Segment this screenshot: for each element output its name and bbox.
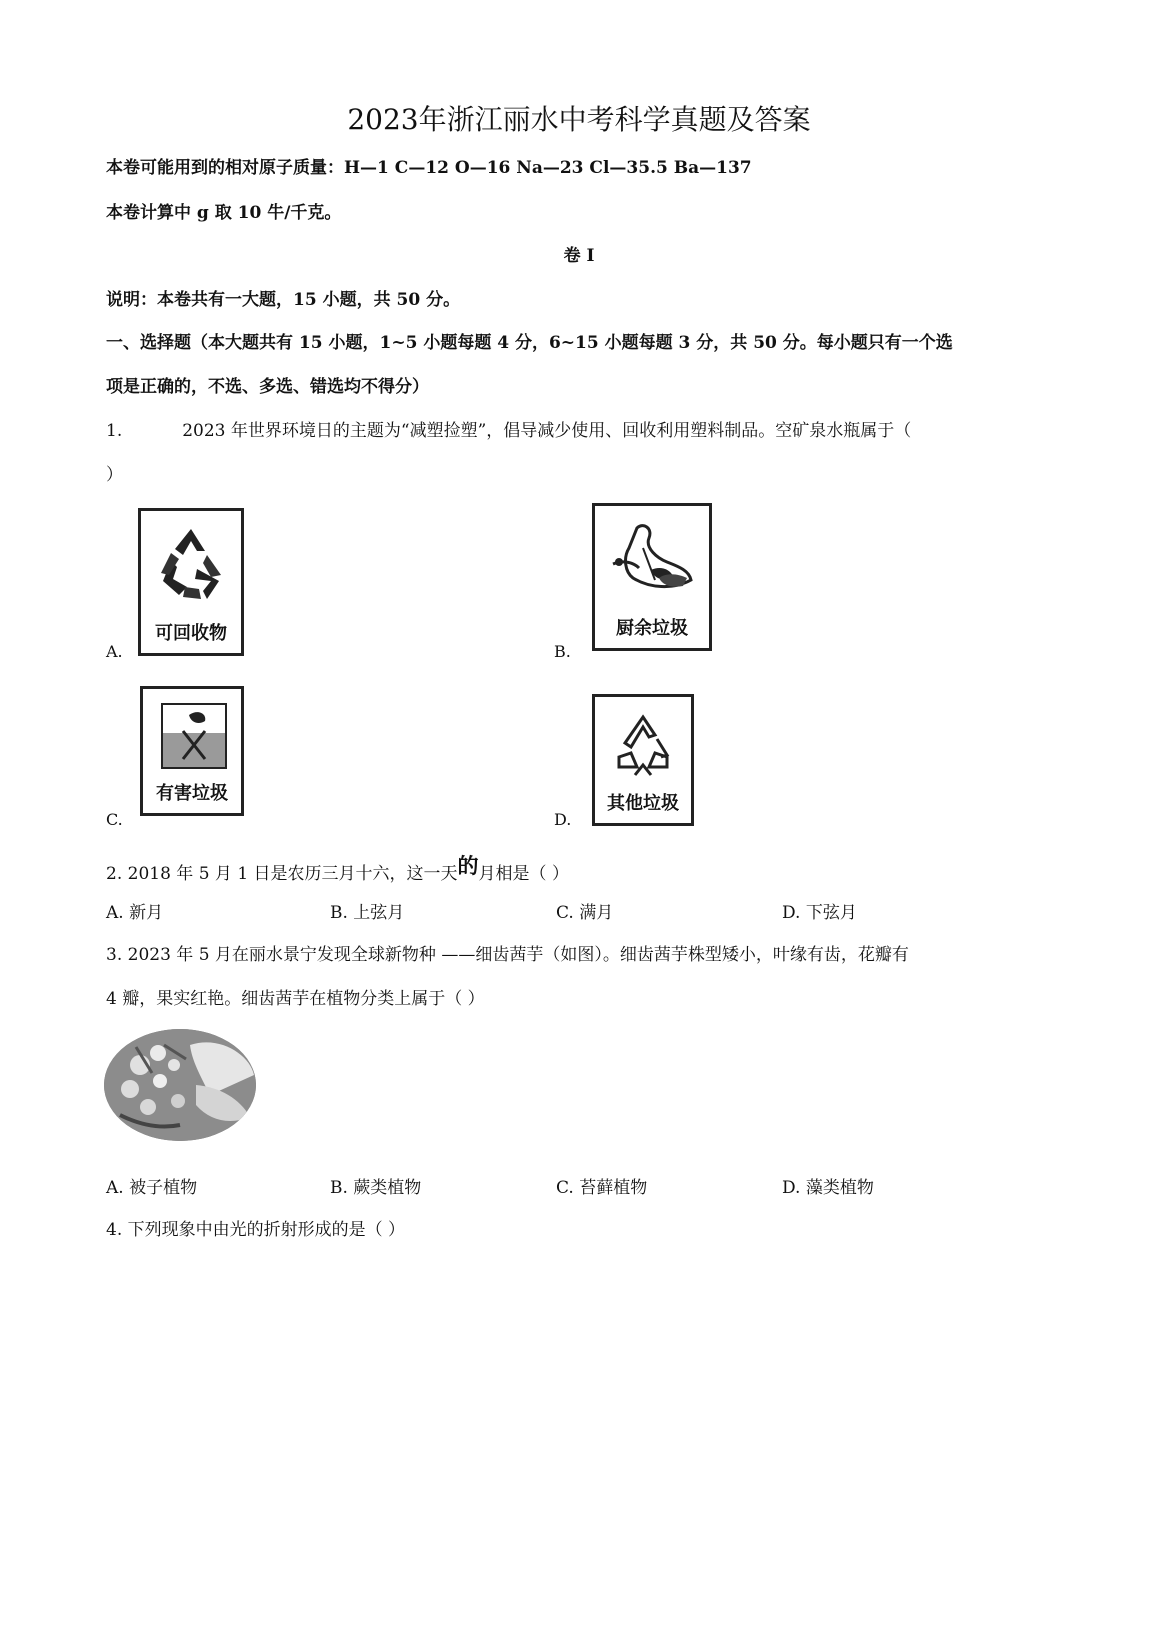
page-title: 2023年浙江丽水中考科学真题及答案 [347,103,811,136]
section-heading-line1: 一、选择题（本大题共有 15 小题，1~5 小题每题 4 分，6~15 小题每题 3 分，共 50 分。每小题只有一个选 [106,333,953,353]
question-2-text-before: 2. 2018 年 5 月 1 日是农历三月十六，这一天 [106,864,458,884]
q1-option-c-label: 有害垃圾 [156,783,228,804]
recycle-icon [153,525,229,605]
volume-heading: 卷 I [563,246,595,266]
q1-option-d-label: 其他垃圾 [607,793,679,814]
question-2-text-after: 月相是（ ） [478,864,569,884]
q2-option-a: A. 新月 [106,903,164,923]
q1-option-b-label: 厨余垃圾 [616,618,688,639]
food-waste-icon [603,518,701,602]
q2-option-d: D. 下弦月 [782,903,857,923]
question-4: 4. 下列现象中由光的折射形成的是（ ） [106,1220,406,1240]
q3-option-c: C. 苔藓植物 [556,1178,648,1198]
question-1-text: 2023 年世界环境日的主题为“减塑捡塑”，倡导减少使用、回收利用塑料制品。空矿泉水瓶属于（ [182,421,912,441]
question-1-close: ） [106,465,123,485]
hazardous-icon [161,703,227,769]
q1-option-b-letter: B. [554,642,571,661]
g-note: 本卷计算中 g 取 10 牛/千克。 [106,203,342,223]
q1-option-b-image [592,503,712,651]
other-waste-icon [611,713,675,779]
q3-option-a: A. 被子植物 [106,1178,198,1198]
question-3-line1: 3. 2023 年 5 月在丽水景宁发现全球新物种 ——细齿茜芋（如图）。细齿茜芋株型矮小，叶缘有齿，花瓣有 [106,945,909,965]
q2-option-c: C. 满月 [556,903,614,923]
instructions: 说明：本卷共有一大题，15 小题，共 50 分。 [106,290,461,310]
q2-option-b: B. 上弦月 [330,903,405,923]
q1-option-c-letter: C. [106,810,123,829]
question-1 [106,416,911,441]
q3-option-b: B. 蕨类植物 [330,1178,422,1198]
q1-option-a-label: 可回收物 [155,623,227,644]
section-heading-line2: 项是正确的，不选、多选、错选均不得分） [106,377,429,397]
question-1-number: 1. [106,421,123,441]
q1-option-c-image [140,686,244,816]
question-2-big-char: 的 [457,853,479,878]
question-2 [106,853,569,886]
q1-option-d-letter: D. [554,810,572,829]
q1-option-a-letter: A. [106,642,123,661]
question-3-line2: 4 瓣，果实红艳。细齿茜芋在植物分类上属于（ ） [106,989,485,1009]
plant-photo [100,1025,258,1145]
q3-option-d: D. 藻类植物 [782,1178,874,1198]
q1-option-a-image [138,508,244,656]
q1-option-d-image [592,694,694,826]
atomic-mass-note: 本卷可能用到的相对原子质量：H—1 C—12 O—16 Na—23 Cl—35.5 Ba—137 [106,158,752,178]
